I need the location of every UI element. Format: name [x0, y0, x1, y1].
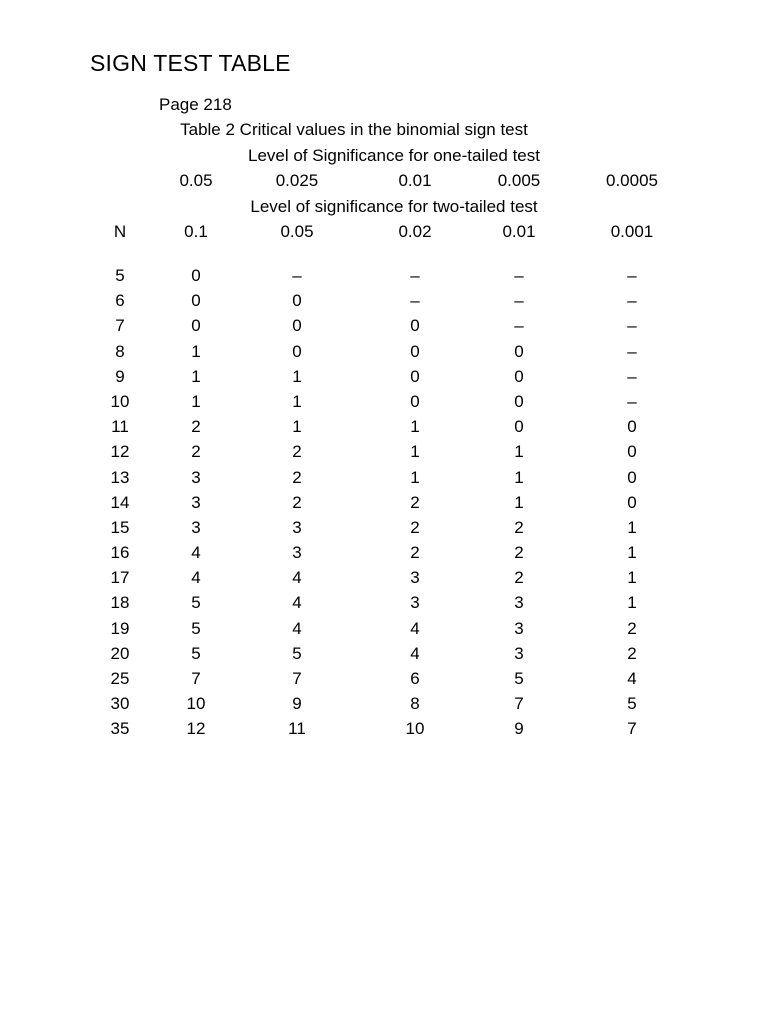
critical-value-cell: 9: [292, 694, 302, 714]
critical-value-cell: 6: [410, 669, 420, 688]
critical-value-cell: 4: [410, 618, 420, 638]
n-value-cell: 9: [115, 366, 125, 386]
table-row: [0, 266, 768, 291]
critical-value-cell: 1: [292, 366, 302, 386]
n-value-cell: 19: [110, 618, 130, 638]
one-tailed-alpha: 0.05: [179, 171, 213, 190]
n-value-cell: 30: [110, 694, 130, 714]
two-tailed-alpha-row: [0, 222, 768, 244]
critical-value-cell: 2: [627, 618, 637, 638]
critical-value-cell: 10: [405, 719, 425, 739]
critical-value-cell: 7: [627, 719, 637, 739]
critical-value-cell: 1: [410, 417, 420, 437]
critical-value-cell: 3: [514, 643, 524, 663]
critical-value-cell: 0: [627, 467, 637, 487]
critical-value-cell: 1: [191, 341, 201, 361]
critical-value-cell: 2: [514, 568, 524, 588]
n-value-cell: 17: [110, 568, 130, 588]
table-row: [0, 543, 768, 568]
critical-value-cell: 5: [627, 694, 637, 714]
n-column-header: N: [113, 222, 127, 241]
n-value-cell: 11: [111, 417, 129, 437]
critical-value-cell: 2: [514, 517, 524, 537]
critical-value-cell: 5: [514, 669, 524, 688]
critical-value-cell: 0: [410, 391, 420, 411]
critical-value-cell: 0: [514, 341, 524, 361]
critical-value-cell: 3: [410, 593, 420, 613]
critical-value-cell: 0: [191, 266, 201, 285]
critical-value-cell: –: [627, 266, 637, 285]
critical-value-cell: –: [627, 391, 637, 411]
critical-value-cell: –: [410, 266, 420, 285]
critical-value-cell: 5: [191, 643, 201, 663]
table-row: [0, 342, 768, 367]
critical-value-cell: 4: [292, 593, 302, 613]
critical-value-cell: –: [514, 316, 524, 336]
critical-value-cell: 1: [627, 517, 637, 537]
critical-value-cell: 0: [191, 316, 201, 336]
critical-value-cell: 2: [292, 467, 302, 487]
critical-value-cell: 5: [191, 593, 201, 613]
table-row: [0, 316, 768, 341]
critical-value-cell: 0: [191, 291, 201, 311]
table-row: [0, 619, 768, 644]
critical-value-cell: 0: [410, 366, 420, 386]
n-value-cell: 5: [115, 266, 125, 285]
critical-value-cell: 5: [292, 643, 302, 663]
table-row: [0, 392, 768, 417]
critical-value-cell: 4: [191, 543, 201, 563]
table-caption: Table 2 Critical values in the binomial sign test: [180, 120, 528, 139]
n-value-cell: 18: [110, 593, 130, 613]
critical-value-cell: 0: [514, 417, 524, 437]
critical-value-cell: 1: [292, 391, 302, 411]
critical-value-cell: 0: [514, 366, 524, 386]
critical-value-cell: 1: [514, 492, 524, 512]
critical-value-cell: 3: [191, 467, 201, 487]
critical-value-cell: 2: [627, 643, 637, 663]
critical-value-cell: 0: [292, 341, 302, 361]
table-row: [0, 367, 768, 392]
critical-value-cell: 0: [627, 492, 637, 512]
table-row: [0, 719, 768, 744]
one-tailed-alpha: 0.0005: [606, 171, 658, 190]
critical-value-cell: –: [410, 291, 420, 311]
critical-value-cell: –: [514, 266, 524, 285]
n-value-cell: 16: [110, 543, 130, 563]
critical-value-cell: 2: [191, 417, 201, 437]
critical-value-cell: –: [292, 266, 302, 285]
two-tailed-alpha: 0.01: [502, 222, 536, 241]
critical-value-cell: 1: [191, 366, 201, 386]
n-value-cell: 14: [110, 492, 130, 512]
one-tailed-alpha: 0.025: [275, 171, 319, 190]
critical-value-cell: 2: [410, 517, 420, 537]
critical-value-cell: –: [514, 291, 524, 311]
one-tailed-alpha: 0.005: [497, 171, 541, 190]
critical-value-cell: 7: [292, 669, 302, 688]
table-row: [0, 493, 768, 518]
critical-value-cell: 0: [410, 316, 420, 336]
table-row: [0, 291, 768, 316]
critical-value-cell: 1: [514, 442, 524, 462]
table-row: [0, 593, 768, 618]
critical-value-cell: 0: [410, 341, 420, 361]
table-row: [0, 468, 768, 493]
critical-value-cell: 0: [292, 316, 302, 336]
critical-value-cell: 10: [186, 694, 206, 714]
critical-value-cell: 3: [514, 593, 524, 613]
one-tailed-alpha: 0.01: [398, 171, 432, 190]
critical-value-cell: 4: [292, 618, 302, 638]
critical-value-cell: 1: [514, 467, 524, 487]
one-tailed-alpha-row: [0, 171, 768, 193]
critical-values-table: [0, 266, 768, 745]
critical-value-cell: 4: [410, 643, 420, 663]
critical-value-cell: 3: [292, 517, 302, 537]
critical-value-cell: 4: [191, 568, 201, 588]
n-value-cell: 7: [115, 316, 125, 336]
critical-value-cell: 7: [514, 694, 524, 714]
critical-value-cell: 12: [186, 719, 206, 739]
critical-value-cell: 0: [627, 442, 637, 462]
critical-value-cell: 1: [627, 568, 637, 588]
table-row: [0, 518, 768, 543]
critical-value-cell: 1: [292, 417, 302, 437]
critical-value-cell: 0: [292, 291, 302, 311]
critical-value-cell: 3: [410, 568, 420, 588]
critical-value-cell: 1: [410, 467, 420, 487]
n-value-cell: 25: [110, 669, 130, 688]
critical-value-cell: 4: [292, 568, 302, 588]
critical-value-cell: 2: [514, 543, 524, 563]
critical-value-cell: 3: [514, 618, 524, 638]
two-tailed-alpha: 0.02: [398, 222, 432, 241]
critical-value-cell: 5: [191, 618, 201, 638]
table-row: [0, 442, 768, 467]
n-value-cell: 8: [115, 341, 125, 361]
one-tailed-heading: Level of Significance for one-tailed test: [247, 146, 540, 165]
critical-value-cell: 2: [292, 492, 302, 512]
critical-value-cell: 2: [191, 442, 201, 462]
critical-value-cell: –: [627, 366, 637, 386]
two-tailed-alpha: 0.001: [610, 222, 654, 241]
critical-value-cell: 11: [288, 719, 306, 739]
critical-value-cell: 0: [627, 417, 637, 437]
n-value-cell: 20: [110, 643, 130, 663]
n-value-cell: 15: [110, 517, 130, 537]
two-tailed-heading: Level of significance for two-tailed test: [250, 197, 538, 216]
n-value-cell: 35: [110, 719, 130, 739]
critical-value-cell: 7: [191, 669, 201, 688]
n-value-cell: 13: [110, 467, 130, 487]
critical-value-cell: 3: [191, 517, 201, 537]
critical-value-cell: 1: [627, 593, 637, 613]
critical-value-cell: –: [627, 291, 637, 311]
critical-value-cell: 0: [514, 391, 524, 411]
n-value-cell: 6: [115, 291, 125, 311]
table-row: [0, 694, 768, 719]
n-value-cell: 10: [110, 391, 130, 411]
table-row: [0, 568, 768, 593]
critical-value-cell: –: [627, 316, 637, 336]
critical-value-cell: 2: [410, 492, 420, 512]
critical-value-cell: 1: [191, 391, 201, 411]
critical-value-cell: 3: [292, 543, 302, 563]
critical-value-cell: 2: [410, 543, 420, 563]
n-value-cell: 12: [110, 442, 130, 462]
page-title: SIGN TEST TABLE: [90, 50, 291, 76]
critical-value-cell: –: [627, 341, 637, 361]
critical-value-cell: 1: [410, 442, 420, 462]
critical-value-cell: 9: [514, 719, 524, 739]
critical-value-cell: 2: [292, 442, 302, 462]
table-row: [0, 644, 768, 669]
page-number: Page 218: [159, 95, 232, 114]
critical-value-cell: 1: [627, 543, 637, 563]
critical-value-cell: 3: [191, 492, 201, 512]
critical-value-cell: 8: [410, 694, 420, 714]
table-row: [0, 417, 768, 442]
table-row: [0, 669, 768, 694]
two-tailed-alpha: 0.1: [184, 222, 208, 241]
critical-value-cell: 4: [627, 669, 637, 688]
two-tailed-alpha: 0.05: [280, 222, 314, 241]
